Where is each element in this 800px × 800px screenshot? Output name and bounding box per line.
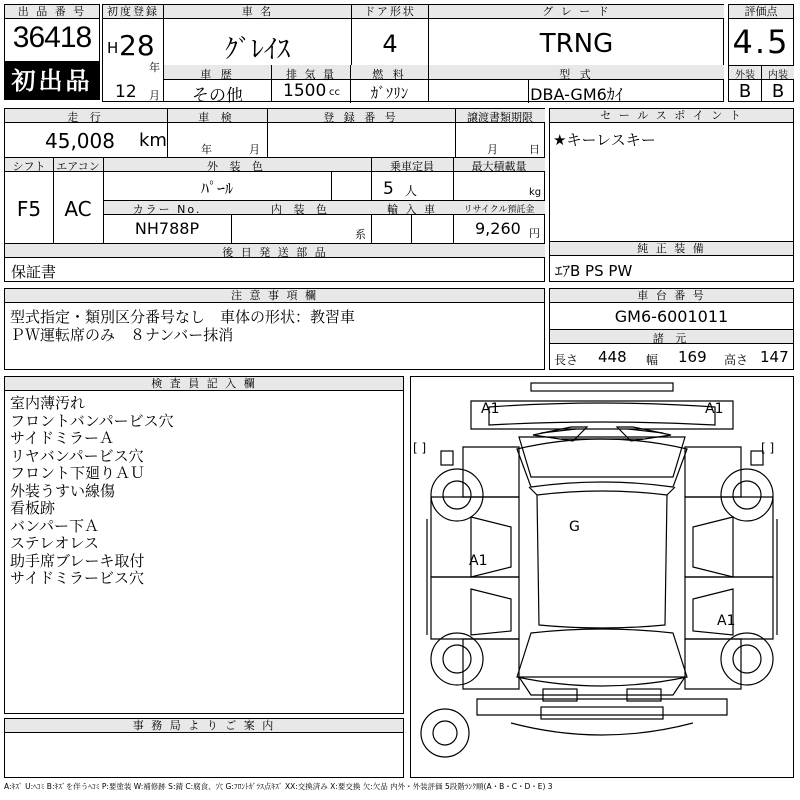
- plate-label: 登 録 番 号: [323, 111, 399, 124]
- history: その他: [192, 86, 243, 106]
- car-diagram: [411, 377, 793, 777]
- notes-box: [4, 288, 545, 370]
- reg-year: 28: [119, 29, 155, 62]
- history-label: 車 歴: [200, 68, 235, 81]
- wheel-rear-left: [431, 633, 483, 685]
- damage-mark-left-door: A1: [469, 553, 488, 569]
- office-label: 事 務 局 よ り ご 案 内: [5, 719, 403, 733]
- right-rear-door: [685, 577, 773, 639]
- dims-label: 諸 元: [652, 332, 691, 345]
- capacity: 5: [383, 179, 394, 199]
- doors: 4: [382, 30, 398, 58]
- year-unit: 年: [149, 61, 160, 74]
- width: 169: [678, 348, 707, 366]
- header-main-box: [102, 4, 724, 106]
- wheel-front-left: [431, 469, 483, 521]
- damage-mark-windshield: G: [569, 519, 580, 535]
- reg-month: 12: [115, 82, 137, 102]
- car-diagram-box: [410, 376, 794, 778]
- capacity-unit: 人: [405, 184, 418, 198]
- shift: F5: [16, 197, 42, 221]
- inspector-line: リヤバンパービス穴: [10, 446, 144, 465]
- sales-points-label: セ ー ル ス ポ イ ン ト: [550, 109, 793, 123]
- inspector-line: サイドミラーＡ: [10, 429, 114, 447]
- lot-number-label: 出 品 番 号: [5, 5, 99, 19]
- later-parts-label: 後 日 発 送 部 品: [222, 246, 328, 259]
- exterior-label: 外装: [735, 70, 755, 81]
- capacity-label: 乗車定員: [390, 160, 434, 173]
- left-rear-fender: [463, 639, 519, 689]
- inspector-line: 室内薄汚れ: [10, 394, 86, 412]
- transfer-day-unit: 日: [529, 143, 540, 156]
- plate-area: [541, 707, 663, 719]
- office-box: [4, 718, 404, 778]
- right-rear-fender: [685, 639, 741, 689]
- fuel-label: 燃 料: [372, 68, 407, 81]
- reg-label: 初度登録: [103, 5, 163, 19]
- transfer-label: 譲渡書類期限: [467, 111, 533, 124]
- mileage-label: 走 行: [67, 111, 105, 124]
- damage-mark-front-left: A1: [481, 401, 500, 417]
- inspector-line: 助手席ブレーキ取付: [10, 551, 145, 570]
- later-parts: 保証書: [11, 263, 57, 281]
- displacement: 1500: [283, 81, 327, 101]
- mileage: 45,008: [45, 129, 115, 153]
- inspector-line: 看板跡: [10, 499, 56, 517]
- score-box: [728, 4, 794, 102]
- recycle-unit: 円: [529, 227, 540, 240]
- equipment-text: ｴｱB PS PW: [555, 262, 633, 280]
- sales-points-box: [549, 108, 794, 242]
- import-label: 輸 入 車: [387, 203, 437, 216]
- chassis-number: GM6-6001011: [614, 307, 729, 326]
- top-band: [531, 383, 673, 391]
- displacement-unit: cc: [329, 87, 340, 98]
- era: H: [107, 39, 119, 57]
- door-label: ドア形状: [352, 5, 428, 19]
- right-front-door: [685, 497, 773, 577]
- inspector-label: 検 査 員 記 入 欄: [5, 377, 403, 391]
- chassis-label: 車 台 番 号: [550, 289, 793, 303]
- transfer-month-unit: 月: [487, 143, 498, 156]
- notes-label: 注 意 事 項 欄: [5, 289, 544, 303]
- car-name-label: 車 名: [164, 5, 351, 19]
- int-color-label: 内 装 色: [271, 203, 331, 216]
- inspector-line: サイドミラービス穴: [10, 569, 144, 587]
- inspector-line: 外装うすい線傷: [10, 481, 116, 500]
- spare-wheel: [421, 709, 469, 757]
- load-label: 最大積載量: [471, 160, 527, 173]
- model-label: 型 式: [559, 68, 594, 81]
- equipment-box: [549, 242, 794, 282]
- inspector-line: フロント下廻りＡＵ: [10, 464, 146, 482]
- inspector-box: [4, 376, 404, 714]
- height-label: 高さ: [724, 353, 749, 367]
- legend: [4, 781, 796, 792]
- damage-mark-right-rear: A1: [717, 613, 736, 629]
- roof: [537, 491, 667, 628]
- windshield: [517, 439, 687, 487]
- width-label: 幅: [646, 353, 659, 367]
- color-no-label: カラー No.: [132, 203, 202, 216]
- first-listing-text: 初出品: [11, 67, 93, 95]
- int-color-unit: 系: [355, 228, 366, 241]
- ext-color-label: 外 装 色: [207, 160, 267, 173]
- chassis-box: [549, 288, 794, 370]
- equipment-label: 純 正 装 備: [550, 242, 793, 256]
- lot-number-box: [4, 4, 100, 62]
- hood: [519, 437, 685, 477]
- wheel-front-right: [721, 469, 773, 521]
- inspector-line: フロントバンパービス穴: [10, 411, 174, 430]
- right-front-fender: [685, 447, 741, 497]
- lot-number: 36418: [12, 21, 92, 54]
- specs-box: [4, 108, 545, 282]
- wheel-rear-right: [721, 633, 773, 685]
- length-label: 長さ: [554, 353, 579, 367]
- height: 147: [760, 348, 789, 366]
- interior-label: 内装: [768, 70, 788, 81]
- left-rear-door: [431, 577, 519, 639]
- recycle: 9,260: [475, 219, 521, 238]
- inspector-line: バンパー下Ａ: [10, 516, 99, 535]
- shift-label: シフト: [12, 160, 46, 173]
- load-unit: kg: [529, 187, 542, 198]
- car-name: ｸﾞﾚｲｽ: [224, 35, 290, 65]
- damage-mark-front-right: A1: [705, 401, 724, 417]
- recycle-label: リサイクル預託金: [463, 205, 535, 215]
- bracket-right: [ ]: [761, 441, 775, 455]
- sales-points-text: ★キーレスキー: [553, 131, 656, 149]
- left-front-fender: [463, 447, 519, 497]
- ext-color: ﾊﾟｰﾙ: [200, 179, 233, 198]
- grade: TRNG: [539, 29, 614, 59]
- mileage-unit: km: [139, 130, 167, 151]
- inspection-year-unit: 年: [201, 143, 212, 156]
- color-no: NH788P: [134, 219, 200, 238]
- legend-text: A:ｷｽﾞ U:ﾍｺﾐ B:ｷｽﾞを伴うﾍｺﾐ P:要塗装 W:補修跡 S:錆 C:腐食、穴 G:ﾌﾛﾝﾄｶﾞﾗｽ点ｷｽﾞ XX:交換済み X:要交換 欠:欠品 内外・外装評価 5段階ﾗﾝｸ順(A・B・C・D・E) 3: [4, 782, 553, 791]
- inspection-month-unit: 月: [249, 143, 260, 156]
- month-unit: 月: [149, 89, 160, 102]
- bracket-left: [ ]: [413, 441, 427, 455]
- ac: AC: [64, 197, 92, 221]
- ac-label: エアコン: [56, 160, 100, 173]
- score-label: 評価点: [729, 5, 793, 19]
- score: 4.5: [732, 23, 790, 61]
- notes-line: 型式指定・類別区分番号なし 車体の形状：教習車: [10, 308, 356, 326]
- inspector-line: ステレオレス: [10, 534, 99, 552]
- displacement-label: 排 気 量: [286, 68, 336, 81]
- length: 448: [598, 348, 627, 366]
- interior-score: B: [771, 81, 785, 102]
- fuel: ｶﾞｿﾘﾝ: [370, 84, 409, 102]
- notes-line: ＰＷ運転席のみ ８ナンバー抹消: [10, 325, 234, 344]
- first-listing-badge: [4, 62, 100, 100]
- grade-label: グ レ ー ド: [429, 5, 724, 19]
- exterior-score: B: [738, 81, 752, 102]
- inspection-label: 車 検: [198, 111, 236, 124]
- model: DBA-GM6ｶｲ: [530, 85, 623, 104]
